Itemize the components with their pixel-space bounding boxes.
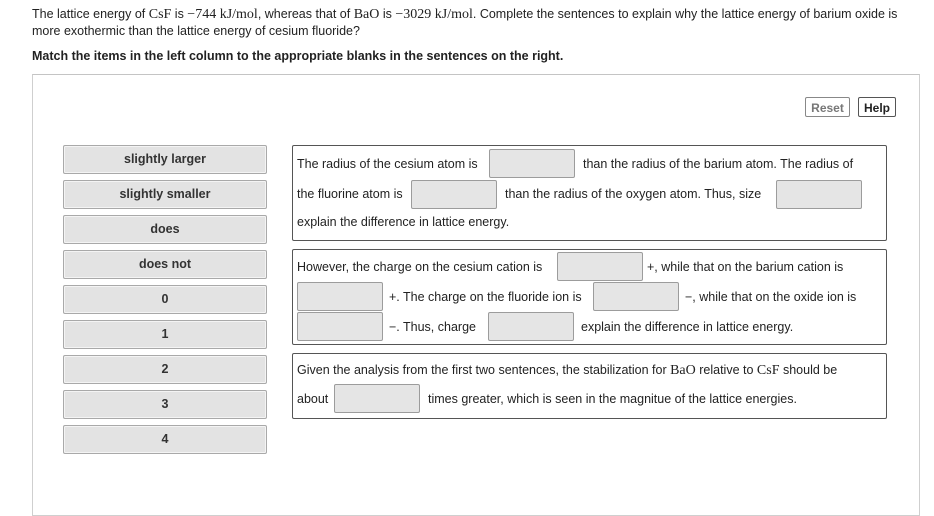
item-0[interactable]: 0 <box>63 285 267 314</box>
blank-charge[interactable] <box>488 312 574 341</box>
s1-text-c: the fluorine atom is <box>297 187 403 201</box>
blank-times-greater[interactable] <box>334 384 420 413</box>
energy-csf: −744 kJ/mol <box>187 7 258 22</box>
s1-text-d: than the radius of the oxygen atom. Thus, size <box>505 187 762 201</box>
item-does-not[interactable]: does not <box>63 250 267 279</box>
formula-csf-2: CsF <box>756 363 780 378</box>
blank-cesium-radius[interactable] <box>489 149 575 178</box>
help-button[interactable]: Help <box>858 97 896 117</box>
instruction: Match the items in the left column to the appropriate blanks in the sentences on the right. <box>32 49 564 63</box>
blank-fluorine-radius[interactable] <box>411 180 497 209</box>
s2-text-e: −. Thus, charge <box>389 320 476 334</box>
item-slightly-smaller[interactable]: slightly smaller <box>63 180 267 209</box>
s1-text-b: than the radius of the barium atom. The radius of <box>583 157 854 171</box>
energy-bao: −3029 kJ/mol <box>395 7 473 22</box>
item-does[interactable]: does <box>63 215 267 244</box>
item-4[interactable]: 4 <box>63 425 267 454</box>
blank-fluoride-charge[interactable] <box>593 282 679 311</box>
item-2[interactable]: 2 <box>63 355 267 384</box>
s2-text-c: +. The charge on the fluoride ion is <box>389 290 582 304</box>
item-slightly-larger[interactable]: slightly larger <box>63 145 267 174</box>
reset-button[interactable]: Reset <box>805 97 850 117</box>
s3-text-d: about <box>297 392 329 406</box>
formula-bao-2: BaO <box>670 363 696 378</box>
blank-cesium-charge[interactable] <box>557 252 643 281</box>
blank-barium-charge[interactable] <box>297 282 383 311</box>
item-1[interactable]: 1 <box>63 320 267 349</box>
s3-text-a: Given the analysis from the first two sentences, the stabilization for BaO relative to CsF should be <box>297 363 838 378</box>
item-3[interactable]: 3 <box>63 390 267 419</box>
blank-size[interactable] <box>776 180 862 209</box>
s2-text-d: −, while that on the oxide ion is <box>685 290 857 304</box>
blank-oxide-charge[interactable] <box>297 312 383 341</box>
question-text: The lattice energy of CsF is −744 kJ/mol, whereas that of BaO is −3029 kJ/mol. Complete the sentences to explain why the lattice energy of barium oxide is more exothermic than the lattice energy of cesium fluoride? <box>32 7 898 38</box>
s2-text-f: explain the difference in lattice energy. <box>581 320 794 334</box>
s1-text-a: The radius of the cesium atom is <box>297 157 478 171</box>
s3-text-e: times greater, which is seen in the magnitue of the lattice energies. <box>428 392 797 406</box>
formula-csf: CsF <box>148 7 172 22</box>
formula-bao: BaO <box>353 7 380 22</box>
s2-text-b: +, while that on the barium cation is <box>647 260 844 274</box>
s1-text-e: explain the difference in lattice energy. <box>297 215 510 229</box>
s2-text-a: However, the charge on the cesium cation is <box>297 260 543 274</box>
